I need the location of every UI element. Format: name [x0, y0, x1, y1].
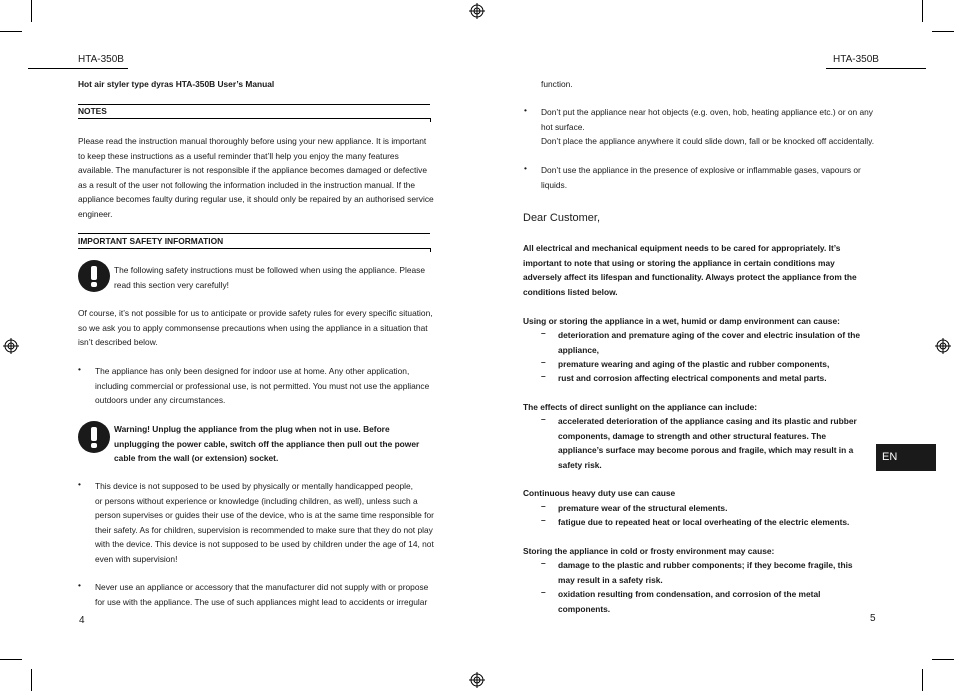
left-header-rule — [28, 68, 128, 69]
bullet-marker: • — [78, 479, 81, 489]
heavy-duty-heading: Continuous heavy duty use can cause — [523, 488, 676, 498]
unplug-warning: Warning! Unplug the appliance from the plug when not in use. Before unplugging the power cable, switch off the appliance then pull out the power cable from the wall (or extension) socket. — [114, 424, 420, 463]
humid-heading: Using or storing the appliance in a wet, humid or damp environment can cause: — [523, 316, 840, 326]
safety-heading: IMPORTANT SAFETY INFORMATION — [78, 236, 224, 246]
dash-marker: – — [541, 515, 546, 525]
crop-mark — [31, 669, 32, 691]
left-header-model: HTA-350B — [78, 54, 124, 65]
notes-heading: NOTES — [78, 106, 107, 116]
greeting: Dear Customer, — [523, 212, 601, 224]
safety-intro: The following safety instructions must be followed when using the appliance. Please read this section very carefully! — [114, 265, 425, 290]
notes-rule-corner — [430, 118, 431, 122]
supervision-item: This device is not supposed to be used by physically or mentally handicapped people, or persons without experience or knowledge (including children, as well), unless such a person supervises or guides their use of the device, who is at the same time responsible for their safety. As for children, supervision is recommended to make sure that they do not play with the device. This device is not supposed to be used by children under the age of 14, not even with supervision! — [95, 481, 434, 564]
humid-item: rust and corrosion affecting electrical components and metal parts. — [558, 373, 827, 383]
right-header-model: HTA-350B — [833, 54, 879, 65]
bullet-marker: • — [78, 580, 81, 590]
notes-top-rule — [78, 104, 430, 105]
language-tab: EN — [876, 444, 936, 471]
crop-mark — [932, 659, 954, 660]
bullet-marker: • — [78, 364, 81, 374]
crop-mark — [922, 669, 923, 691]
page-number-left: 4 — [79, 615, 85, 626]
sunlight-item: accelerated deterioration of the appliance casing and its plastic and rubber components, damage to strength and other structural features. The appliance’s surface may become porous and fragile, which may result in a safety risk. — [558, 416, 857, 470]
dash-marker: – — [541, 328, 546, 338]
crop-mark — [0, 659, 22, 660]
bullet-marker: • — [524, 105, 527, 115]
dash-marker: – — [541, 414, 546, 424]
heavy-duty-item: premature wear of the structural elements. — [558, 503, 728, 513]
dash-marker: – — [541, 558, 546, 568]
cold-storage-heading: Storing the appliance in cold or frosty environment may cause: — [523, 546, 775, 556]
dash-marker: – — [541, 501, 546, 511]
accessory-item: Never use an appliance or accessory that the manufacturer did not supply with or propose for use with the appliance. The use of such appliances might lead to accidents or irregular — [95, 582, 429, 607]
dash-marker: – — [541, 587, 546, 597]
notes-paragraph: Please read the instruction manual thoroughly before using your new appliance. It is important to keep these instructions as a useful reminder that’ll help you enjoy the many features available. The manufacturer is not responsible if the appliance becomes damaged or defective as a result of the user not following the information included in the instruction manual. If the appliance becomes faulty during regular use, it should only be repaired by an authorised service engineer. — [78, 136, 434, 219]
page-number-right: 5 — [870, 613, 876, 624]
safety-bottom-rule — [78, 248, 430, 249]
registration-mark-icon — [469, 3, 485, 19]
right-header-rule — [826, 68, 926, 69]
cold-storage-item: oxidation resulting from condensation, and corrosion of the metal components. — [558, 589, 821, 614]
dash-marker: – — [541, 357, 546, 367]
crop-mark — [31, 0, 32, 22]
crop-mark — [932, 31, 954, 32]
hot-objects-item: Don’t put the appliance near hot objects (e.g. oven, hob, heating appliance etc.) or on any hot surface. Don’t place the appliance anywhere it could slide down, fall or be knocked off accidentally. — [541, 107, 875, 146]
explosive-gases-item: Don’t use the appliance in the presence of explosive or inflammable gases, vapours or liquids. — [541, 165, 861, 190]
safety-top-rule — [78, 233, 430, 234]
care-intro: All electrical and mechanical equipment needs to be cared for appropriately. It’s important to note that using or storing the appliance in certain conditions may adversely affect its lifespan and functionality. Always protect the appliance from the conditions listed below. — [523, 243, 857, 297]
notes-bottom-rule — [78, 118, 430, 119]
cold-storage-item: damage to the plastic and rubber components; if they become fragile, this may result in a safety risk. — [558, 560, 853, 585]
continued-text: function. — [541, 79, 573, 89]
registration-mark-icon — [935, 338, 951, 354]
exclamation-warning-icon — [78, 260, 110, 292]
dash-marker: – — [541, 371, 546, 381]
precaution-paragraph: Of course, it’s not possible for us to anticipate or provide safety rules for every specific situation, so we ask you to apply commonsense precautions when using the appliance in a situation that isn’t described below. — [78, 308, 433, 347]
sunlight-heading: The effects of direct sunlight on the appliance can include: — [523, 402, 758, 412]
crop-mark — [922, 0, 923, 22]
humid-item: deterioration and premature aging of the cover and electric insulation of the appliance, — [558, 330, 861, 355]
safety-rule-corner — [430, 248, 431, 252]
crop-mark — [0, 31, 22, 32]
indoor-use-item: The appliance has only been designed for indoor use at home. Any other application, including commercial or professional use, is not permitted. You must not use the appliance outdoors under any circumstances. — [95, 366, 430, 405]
registration-mark-icon — [469, 672, 485, 688]
exclamation-warning-icon — [78, 421, 110, 453]
registration-mark-icon — [3, 338, 19, 354]
humid-item: premature wearing and aging of the plastic and rubber components, — [558, 359, 830, 369]
heavy-duty-item: fatigue due to repeated heat or local overheating of the electric elements. — [558, 517, 850, 527]
manual-title: Hot air styler type dyras HTA-350B User’s Manual — [78, 79, 275, 89]
bullet-marker: • — [524, 163, 527, 173]
